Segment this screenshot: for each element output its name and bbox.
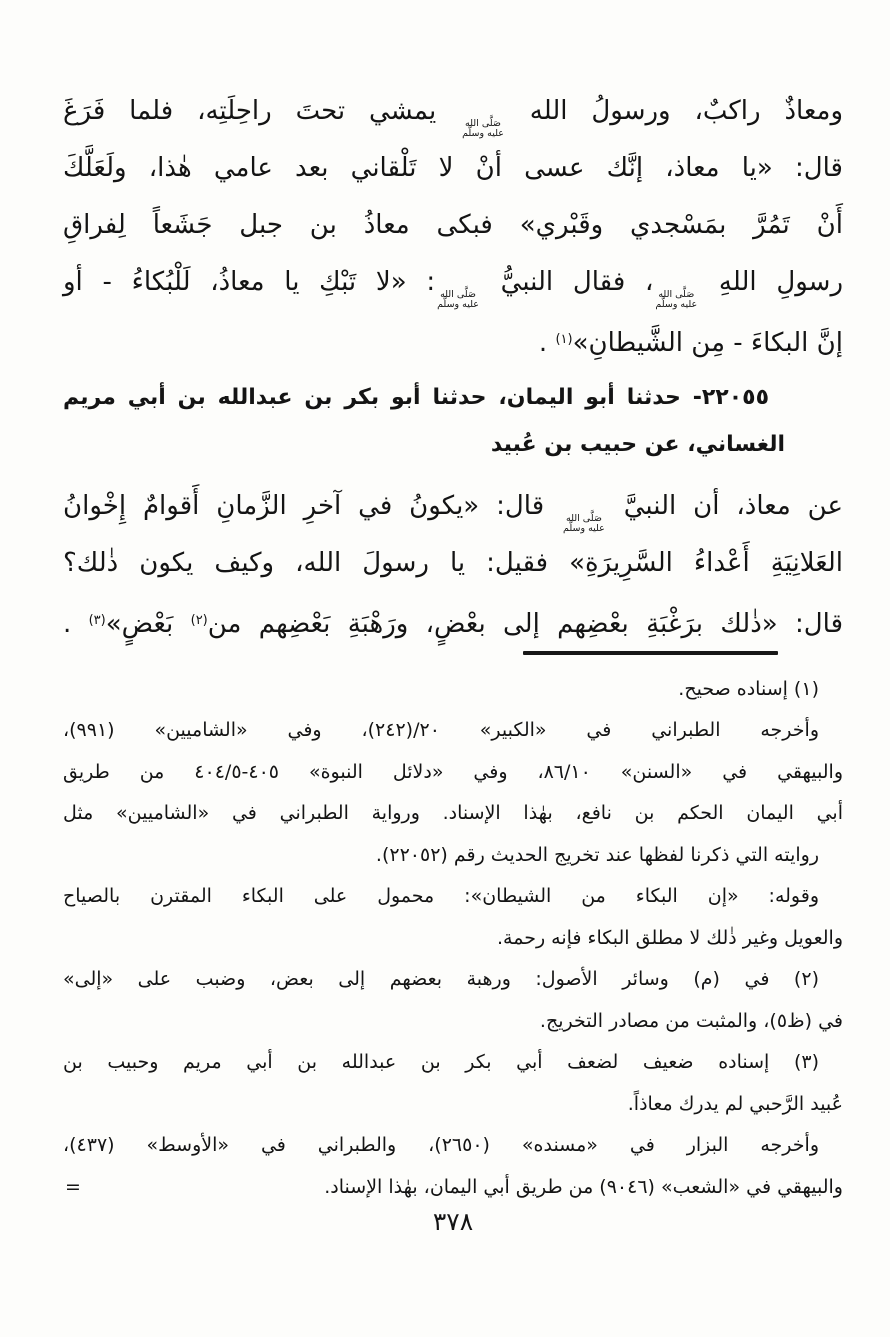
text-segment: بَعْضٍ» <box>105 609 191 639</box>
page-number: ٣٧٨ <box>432 1207 474 1236</box>
footnote-line: (١) إسناده صحيح. <box>678 677 819 700</box>
text-segment: يمشي تحتَ راحِلَتِه، فلما فَرَغَ <box>63 96 461 126</box>
matn-line <box>63 592 843 649</box>
text-segment: : «لا تَبْكِ يا معاذُ، لَلْبُكاءُ - أو <box>63 267 436 297</box>
footnote-ref-3: (٣) <box>88 613 106 628</box>
hadith-number-line: ٢٢٠٥٥- حدثنا أبو اليمان، حدثنا أبو بكر بن عبدالله بن أبي مريم <box>63 385 769 410</box>
text-segment: من طريق <box>63 760 195 783</box>
salla-allah-alayhi-wasallam-icon <box>462 119 504 140</box>
footnote-line <box>63 1167 843 1209</box>
text-segment: قال: «يكونُ في آخرِ الزَّمانِ أَقوامٌ إِخْوانُ <box>63 491 562 521</box>
matn-line <box>63 83 843 140</box>
text-segment: والبيهقي في «الشعب» (٩٠٤٦) من طريق أبي اليمان، بهٰذا الإسناد. <box>324 1175 843 1198</box>
salla-allah-alayhi-wasallam-icon <box>655 290 697 311</box>
text-block <box>63 0 843 1242</box>
continuation-mark: = <box>65 1175 81 1198</box>
footnote-line: روايته التي ذكرنا لفظها عند تخريج الحديث رقم (٢٢٠٥٢). <box>375 843 819 866</box>
text-segment: ، فقال النبيُّ <box>480 267 654 297</box>
footnote-line: (٣) إسناده ضعيف لضعف أبي بكر بن عبدالله بن أبي مريم وحبيب بن <box>63 1051 819 1073</box>
honorific-top: صَلَّى الله <box>440 289 476 300</box>
text-segment: ومعاذٌ راكبٌ، ورسولُ الله <box>505 96 844 126</box>
matn-line: قال: «يا معاذ، إنَّك عسى أنْ لا تَلْقاني بعد عامي هٰذا، ولَعَلَّكَ <box>63 153 843 183</box>
text-segment: إنَّ البكاءَ - مِن الشَّيطانِ» <box>572 328 843 358</box>
text-segment: قال: «ذٰلك برَغْبَةِ بعْضِهم إلى بعْضٍ، ورَهْبَةِ بَعْضِهم من <box>207 609 844 639</box>
text-segment: . <box>538 328 556 358</box>
volume-page-reference: ٤٠٥-٤٠٤/٥ <box>194 760 280 783</box>
isnad-paragraph <box>63 374 843 468</box>
footnote-line: وأخرجه البزار في «مسنده» (٢٦٥٠)، والطبراني في «الأوسط» (٤٣٧)، <box>63 1134 819 1156</box>
footnote-line: في (ظ٥)، والمثبت من مصادر التخريج. <box>539 1009 843 1032</box>
text-segment: عن معاذ، أن النبيَّ <box>606 491 843 521</box>
honorific-bottom: عليه وسلَّم <box>655 299 698 311</box>
isnad-line: الغساني، عن حبيب بن عُبيد <box>490 432 785 457</box>
text-segment: والبيهقي في «السنن» ٨٦/١٠، وفي «دلائل النبوة» <box>279 760 843 783</box>
honorific-top: صَلَّى الله <box>465 118 501 129</box>
footnote-line <box>63 752 843 794</box>
matn-line <box>63 311 843 368</box>
honorific-bottom: عليه وسلَّم <box>563 523 605 535</box>
footnote-separator-rule <box>523 651 778 655</box>
honorific-bottom: عليه وسلَّم <box>437 299 479 311</box>
footnote-ref-1: (١) <box>555 332 573 347</box>
matn-paragraph-1 <box>63 83 843 368</box>
honorific-bottom: عليه وسلَّم <box>462 128 504 140</box>
text-segment: رسولِ اللهِ <box>699 267 844 297</box>
matn-paragraph-2 <box>63 478 843 649</box>
footnote-line: أبي اليمان الحكم بن نافع، بهٰذا الإسناد. ورواية الطبراني في «الشاميين» مثل <box>63 802 843 824</box>
footnote-line: وقوله: «إن البكاء من الشيطان»: محمول على البكاء المقترن بالصياح <box>63 885 819 907</box>
footnote-line: عُبيد الرَّحبي لم يدرك معاذاً. <box>627 1092 843 1115</box>
footnote-line: (٢) في (م) وسائر الأصول: ورهبة بعضهم إلى بعض، وضبب على «إلى» <box>63 968 819 990</box>
salla-allah-alayhi-wasallam-icon <box>437 290 479 311</box>
salla-allah-alayhi-wasallam-icon <box>563 514 605 535</box>
matn-line <box>63 254 843 311</box>
footnote-line: والعويل وغير ذٰلك لا مطلق البكاء فإنه رحمة. <box>497 926 843 949</box>
honorific-top: صَلَّى الله <box>565 513 602 524</box>
footnote-ref-2: (٢) <box>190 613 208 628</box>
matn-line: أَنْ تَمُرَّ بمَسْجدي وقَبْري» فبكى معاذُ بن جبل جَشَعاً لِفراقِ <box>63 210 843 240</box>
honorific-top: صَلَّى الله <box>658 289 695 300</box>
matn-line: العَلانِيَةِ أَعْداءُ السَّرِيرَةِ» فقيل: يا رسولَ الله، وكيف يكون ذٰلك؟ <box>63 548 843 578</box>
footnote-line: وأخرجه الطبراني في «الكبير» ٢٠/(٢٤٢)، وفي «الشاميين» (٩٩١)، <box>63 719 819 741</box>
footnotes-block <box>63 669 843 1209</box>
matn-line <box>63 478 843 535</box>
text-segment: . <box>63 609 89 639</box>
